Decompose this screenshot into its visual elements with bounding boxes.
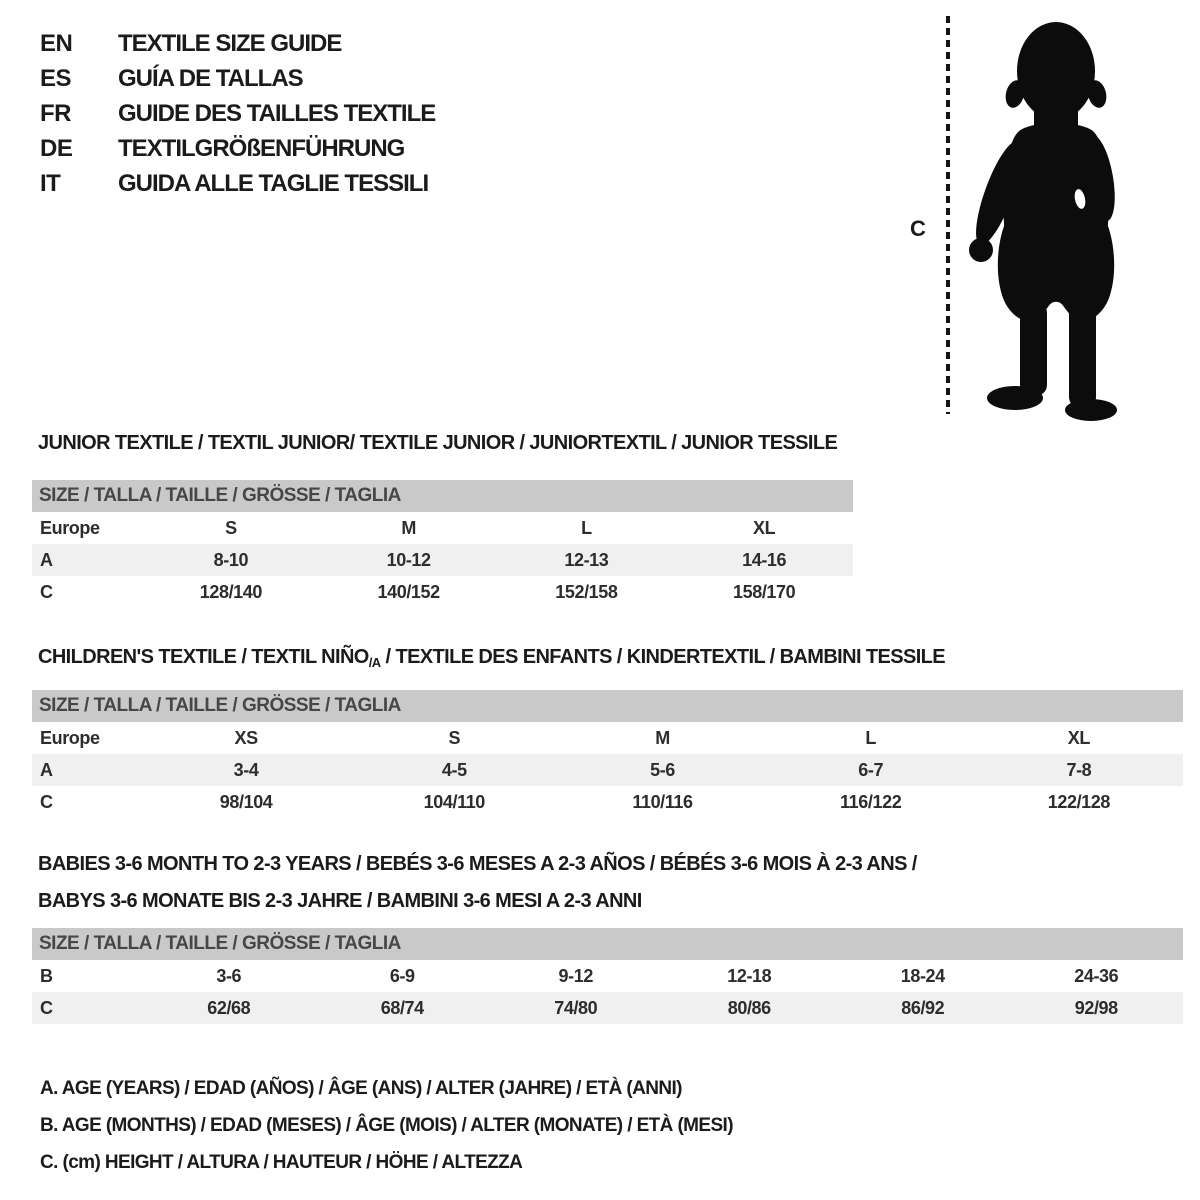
- language-label: GUIDA ALLE TAGLIE TESSILI: [118, 169, 429, 197]
- language-code: ES: [40, 64, 72, 92]
- babies-title-line1: BABIES 3-6 MONTH TO 2-3 YEARS / BEBÉS 3-6 MESES A 2-3 AÑOS / BÉBÉS 3-6 MOIS À 2-3 ANS /: [38, 853, 917, 875]
- size-cell: 12-18: [727, 965, 772, 986]
- size-cell: M: [655, 727, 670, 748]
- size-cell: 18-24: [900, 965, 945, 986]
- babies-section-title: [38, 846, 917, 920]
- row-label: A: [40, 549, 53, 570]
- row-label: B: [40, 965, 53, 986]
- table-row-height: [32, 576, 853, 608]
- size-cell: 24-36: [1074, 965, 1119, 986]
- size-cell: 3-4: [233, 759, 259, 780]
- language-code: FR: [40, 99, 71, 127]
- toddler-silhouette-icon: [968, 14, 1140, 422]
- size-cell: 3-6: [216, 965, 242, 986]
- row-label: C: [40, 791, 53, 812]
- size-cell: 4-5: [441, 759, 467, 780]
- size-cell: 14-16: [742, 549, 787, 570]
- size-cell: 116/122: [840, 791, 902, 812]
- language-code: IT: [40, 169, 61, 197]
- height-measure-line: [946, 16, 950, 414]
- babies-size-table: [32, 928, 1183, 1024]
- size-cell: 12-13: [564, 549, 609, 570]
- table-row-age: [32, 544, 853, 576]
- size-cell: 9-12: [558, 965, 593, 986]
- row-label: Europe: [40, 727, 100, 748]
- size-table-header: SIZE / TALLA / TAILLE / GRÖSSE / TAGLIA: [32, 690, 1183, 722]
- junior-section-title: JUNIOR TEXTILE / TEXTIL JUNIOR/ TEXTILE JUNIOR / JUNIORTEXTIL / JUNIOR TESSILE: [38, 432, 838, 454]
- size-cell: XL: [753, 517, 776, 538]
- language-row: [40, 131, 435, 166]
- table-row-height: [32, 992, 1183, 1024]
- size-cell: S: [448, 727, 461, 748]
- size-table-header: SIZE / TALLA / TAILLE / GRÖSSE / TAGLIA: [32, 928, 1183, 960]
- size-cell: 10-12: [386, 549, 431, 570]
- size-cell: 128/140: [199, 581, 262, 602]
- language-code: EN: [40, 29, 73, 57]
- children-size-table: [32, 690, 1183, 818]
- children-title-sub: /A: [368, 655, 381, 670]
- size-cell: 104/110: [423, 791, 485, 812]
- size-cell: S: [225, 517, 237, 538]
- size-cell: 74/80: [554, 997, 598, 1018]
- language-label: TEXTILE SIZE GUIDE: [118, 29, 342, 57]
- size-cell: L: [865, 727, 876, 748]
- size-cell: 110/116: [632, 791, 693, 812]
- row-label: Europe: [40, 517, 100, 538]
- size-cell: M: [401, 517, 416, 538]
- size-cell: 62/68: [207, 997, 251, 1018]
- table-row-height: [32, 786, 1183, 818]
- size-cell: L: [581, 517, 592, 538]
- measure-label-c: C: [910, 216, 926, 241]
- language-label: GUIDE DES TAILLES TEXTILE: [118, 99, 436, 127]
- size-cell: 86/92: [901, 997, 945, 1018]
- size-cell: XS: [234, 727, 258, 748]
- size-cell: XL: [1067, 727, 1090, 748]
- size-cell: 6-7: [858, 759, 884, 780]
- size-cell: 92/98: [1074, 997, 1118, 1018]
- language-label: GUÍA DE TALLAS: [118, 64, 303, 92]
- row-label: C: [40, 581, 53, 602]
- language-list: [40, 26, 435, 201]
- language-row: [40, 96, 435, 131]
- size-cell: 98/104: [219, 791, 273, 812]
- table-row-europe: [32, 722, 1183, 754]
- table-row-europe: [32, 512, 853, 544]
- language-row: [40, 166, 435, 201]
- children-title-pre: CHILDREN'S TEXTILE / TEXTIL NIÑO: [38, 646, 369, 668]
- language-row: [40, 61, 435, 96]
- height-figure: [900, 0, 1200, 430]
- legend-line-b: B. AGE (MONTHS) / EDAD (MESES) / ÂGE (MOIS) / ALTER (MONATE) / ETÀ (MESI): [40, 1115, 733, 1136]
- size-cell: 5-6: [650, 759, 675, 780]
- table-row-months: [32, 960, 1183, 992]
- size-cell: 152/158: [555, 581, 618, 602]
- legend-line-a: A. AGE (YEARS) / EDAD (AÑOS) / ÂGE (ANS) / ALTER (JAHRE) / ETÀ (ANNI): [40, 1078, 682, 1099]
- children-section-title: [38, 646, 945, 674]
- junior-size-table: [32, 480, 853, 608]
- size-cell: 158/170: [732, 581, 796, 602]
- measure-legend: [40, 1070, 733, 1181]
- size-table-header: SIZE / TALLA / TAILLE / GRÖSSE / TAGLIA: [32, 480, 853, 512]
- language-label: TEXTILGRÖßENFÜHRUNG: [118, 134, 405, 162]
- size-cell: 8-10: [213, 549, 249, 570]
- size-cell: 122/128: [1047, 791, 1111, 812]
- size-cell: 68/74: [380, 997, 424, 1018]
- language-code: DE: [40, 134, 73, 162]
- size-cell: 7-8: [1066, 759, 1092, 780]
- size-cell: 6-9: [389, 965, 415, 986]
- children-title-post: / TEXTILE DES ENFANTS / KINDERTEXTIL / BAMBINI TESSILE: [380, 646, 946, 668]
- language-row: [40, 26, 435, 61]
- row-label: A: [40, 759, 53, 780]
- size-cell: 140/152: [377, 581, 440, 602]
- babies-title-line2: BABYS 3-6 MONATE BIS 2-3 JAHRE / BAMBINI 3-6 MESI A 2-3 ANNI: [38, 890, 642, 912]
- row-label: C: [40, 997, 53, 1018]
- table-row-age: [32, 754, 1183, 786]
- size-cell: 80/86: [727, 997, 771, 1018]
- legend-line-c: C. (cm) HEIGHT / ALTURA / HAUTEUR / HÖHE / ALTEZZA: [40, 1152, 523, 1173]
